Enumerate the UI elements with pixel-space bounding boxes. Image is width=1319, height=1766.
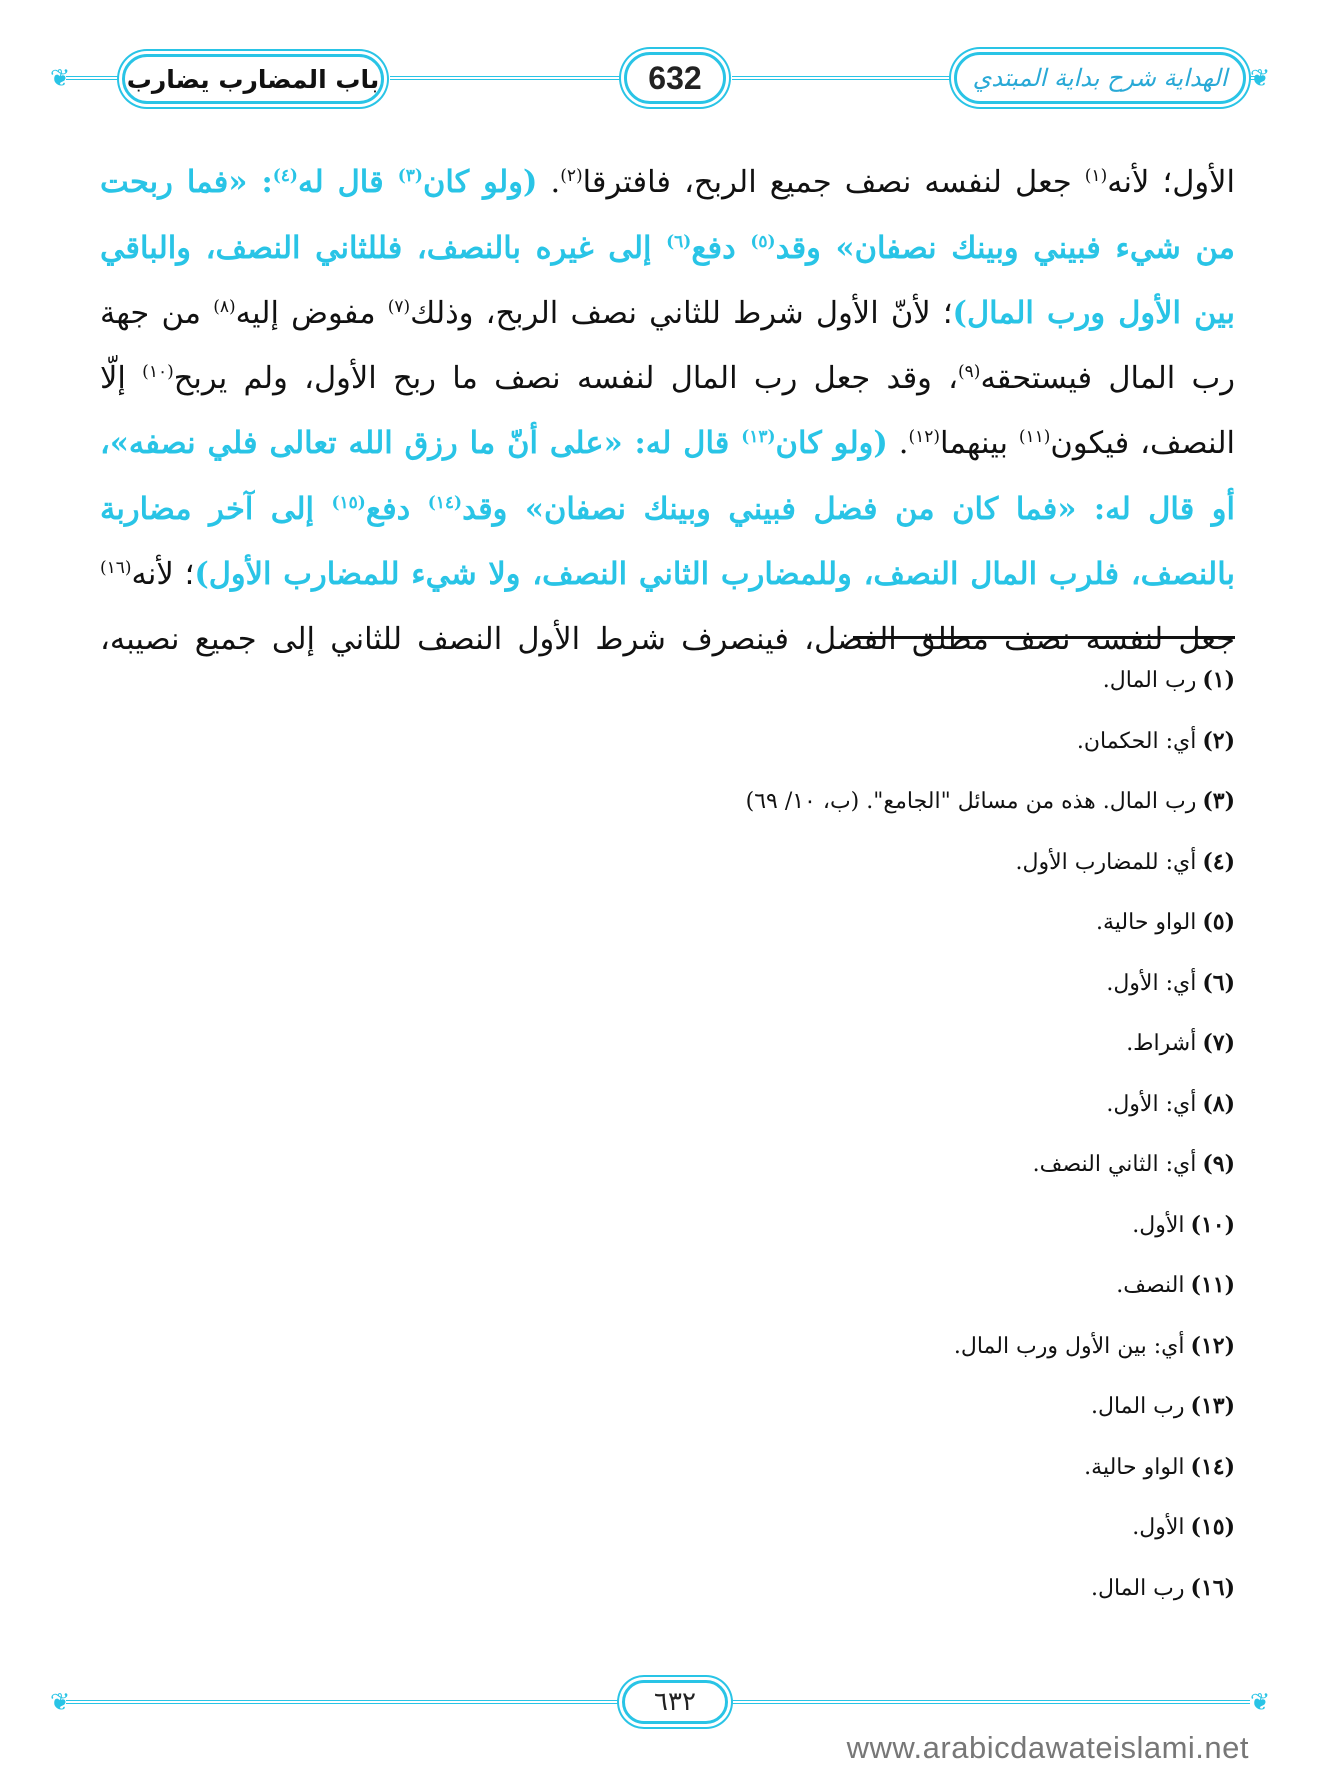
footnote-text: الأول. (1132, 1212, 1185, 1238)
matn-segment: : «فما ربحت من شيء فبيني وبينك نصفان» وقد (100, 164, 1235, 266)
footnote-item (300, 1074, 1235, 1135)
header-page-number: 632 (624, 52, 726, 104)
text-segment: بينهما (940, 426, 1019, 461)
footnote-item (300, 650, 1235, 711)
footer-page-number: ٦٣٢ (622, 1680, 728, 1724)
footnote-ref: (١٥) (331, 492, 366, 513)
footnote-item (300, 1255, 1235, 1316)
footnote-ref: (١) (1084, 165, 1108, 186)
text-segment: إلّا النصف، فيكون (100, 360, 1235, 461)
ornament-icon: ❦ (1250, 64, 1271, 92)
footer-rule-right (730, 1700, 1250, 1704)
footnote-ref: (٢) (560, 165, 583, 186)
matn-segment: إلى آخر مضاربة بالنصف، فلرب المال النصف، وللمضارب الثاني النصف، ولا شيء للمضارب الأول) (100, 490, 1235, 592)
ornament-icon: ❦ (1250, 1688, 1271, 1716)
footnote-ref: (٣) (397, 165, 423, 186)
footnote-item (300, 953, 1235, 1014)
footnote-number: (٩) (1202, 1151, 1235, 1177)
main-text (100, 150, 1235, 672)
text-segment: ؛ لأنه (131, 557, 195, 592)
text-segment: جعل لنفسه نصف جميع الربح، فافترقا (582, 165, 1085, 200)
book-title: الهداية شرح بداية المبتدي (954, 52, 1246, 104)
footnote-text: رب المال. هذه من مسائل "الجامع". (ب، ١٠/ ٦٩) (745, 789, 1197, 814)
footnote-number: (١٣) (1190, 1393, 1235, 1419)
text-segment: . (887, 426, 909, 461)
footnote-number: (٤) (1202, 848, 1235, 875)
footnotes (300, 650, 1235, 1618)
footnote-text: الأول. (1132, 1515, 1185, 1540)
text-segment: . (537, 165, 561, 200)
page-header (50, 46, 1269, 118)
footnote-text: أي: للمضارب الأول. (1015, 849, 1197, 875)
footnote-text: الواو حالية. (1084, 1454, 1185, 1480)
footnote-number: (٥) (1202, 909, 1235, 935)
footnote-item (300, 1134, 1235, 1195)
footnote-item (300, 1316, 1235, 1377)
footnote-ref: (١٢) (908, 426, 941, 447)
footnote-item (300, 711, 1235, 772)
chapter-title: باب المضارب يضارب (122, 54, 384, 104)
text-segment: من جهة رب المال فيستحقه (100, 296, 1235, 396)
matn-segment: قال له: «على أنّ ما رزق الله تعالى فلي نصفه»، أو قال له: «فما كان من فضل فبيني وبينك نصفان» وقد (100, 425, 1235, 527)
footnote-ref: (٤) (272, 165, 298, 186)
footnote-separator (853, 636, 1235, 639)
footnote-text: النصف. (1116, 1273, 1185, 1298)
text-segment: جعل لنفسه نصف مطلق الفضل، فينصرف شرط الأول النصف للثاني إلى جميع نصيبه، (100, 621, 1235, 657)
footnote-text: رب المال. (1090, 1575, 1185, 1601)
footnote-text: أي: الأول. (1106, 1091, 1197, 1117)
matn-segment: دفع (365, 490, 428, 527)
footnote-text: رب المال. (1090, 1394, 1185, 1419)
footnote-number: (١٢) (1190, 1332, 1235, 1359)
footnote-text: أي: بين الأول ورب المال. (953, 1333, 1185, 1359)
footnote-number: (١٦) (1190, 1574, 1235, 1601)
ornament-icon: ❦ (50, 1688, 71, 1716)
text-segment: الأول؛ لأنه (1107, 165, 1235, 200)
footnote-ref: (٦) (666, 231, 692, 252)
matn-segment: (ولو كان (775, 425, 888, 461)
footnote-item (300, 1558, 1235, 1619)
footnote-ref: (١٠) (142, 361, 174, 382)
footnote-text: رب المال. (1102, 668, 1197, 693)
footnote-item (300, 771, 1235, 832)
matn-segment: (ولو كان (422, 164, 538, 200)
footnote-ref: (١٣) (741, 426, 776, 447)
footnote-item (300, 892, 1235, 953)
ornament-icon: ❦ (50, 64, 71, 92)
matn-segment: قال له (297, 164, 398, 200)
main-paragraph (100, 150, 1235, 672)
footnote-ref: (٨) (213, 296, 236, 317)
footnote-item (300, 1013, 1235, 1074)
footnote-number: (١٤) (1190, 1453, 1235, 1480)
header-rule-mid-left (390, 76, 622, 80)
footnote-ref: (١١) (1018, 426, 1051, 447)
footnote-number: (٨) (1202, 1090, 1235, 1117)
footer-rule-left (66, 1700, 620, 1704)
footnote-ref: (٥) (750, 231, 776, 252)
matn-segment: دفع (691, 229, 751, 266)
footnote-item (300, 1376, 1235, 1437)
footnote-number: (١٥) (1190, 1514, 1235, 1540)
page-footer (50, 1680, 1269, 1730)
text-segment: ، وقد جعل رب المال لنفسه نصف ما ربح الأول، ولم يربح (173, 360, 959, 396)
footnote-text: أي: الحكمان. (1076, 728, 1197, 754)
footnote-text: أشراط. (1126, 1031, 1197, 1056)
footnote-number: (١١) (1190, 1272, 1235, 1298)
footnote-item (300, 832, 1235, 893)
footnote-ref: (١٦) (100, 557, 132, 578)
footnote-number: (١٠) (1190, 1211, 1235, 1238)
footnote-text: أي: الأول. (1106, 970, 1197, 996)
footnote-number: (٢) (1202, 727, 1235, 754)
footnote-number: (٣) (1202, 788, 1235, 814)
footnote-item (300, 1497, 1235, 1558)
footnote-number: (٦) (1202, 969, 1235, 996)
header-rule-mid-right (732, 76, 952, 80)
footnote-text: أي: الثاني النصف. (1032, 1152, 1197, 1177)
text-segment: مفوض إليه (235, 296, 388, 331)
watermark-url: www.arabicdawateislami.net (846, 1730, 1249, 1765)
footnote-item (300, 1195, 1235, 1256)
text-segment: ؛ لأنّ الأول شرط للثاني نصف الربح، وذلك (410, 296, 953, 331)
footnote-number: (٧) (1202, 1030, 1235, 1056)
footnote-text: الواو حالية. (1095, 910, 1197, 935)
footnote-ref: (١٤) (427, 492, 463, 513)
matn-segment: إلى غيره بالنصف، فللثاني النصف، والباقي بين الأول ورب المال) (100, 229, 1236, 331)
footnote-ref: (٩) (958, 361, 981, 382)
header-rule-left (66, 76, 122, 80)
footnote-item (300, 1437, 1235, 1498)
footnote-number: (١) (1202, 667, 1235, 693)
footnote-ref: (٧) (387, 296, 411, 317)
